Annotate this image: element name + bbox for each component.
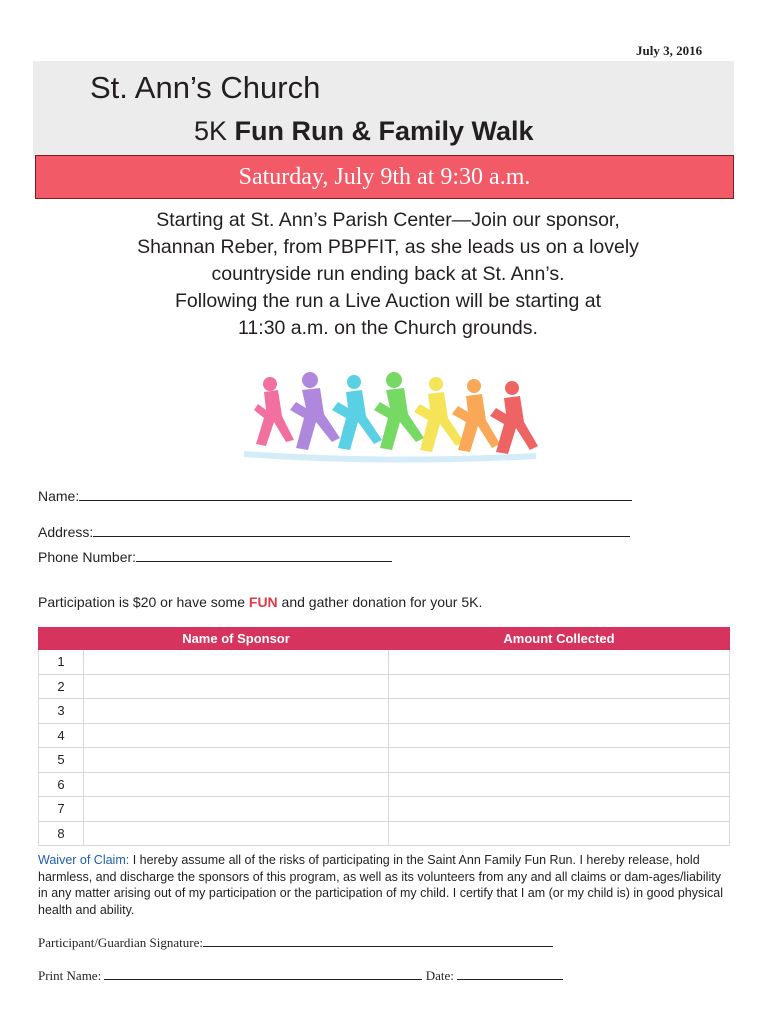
participation-text: [38, 594, 482, 610]
amount-cell[interactable]: [389, 650, 730, 675]
amount-cell[interactable]: [389, 699, 730, 724]
amount-cell[interactable]: [389, 748, 730, 773]
amount-cell[interactable]: [389, 821, 730, 846]
signature-label: Participant/Guardian Signature:: [38, 935, 203, 950]
date-line[interactable]: [457, 967, 563, 980]
row-number: 4: [39, 723, 84, 748]
sponsor-cell[interactable]: [84, 748, 389, 773]
address-label: Address:: [38, 524, 94, 540]
address-line[interactable]: [93, 522, 630, 537]
waiver-paragraph: [38, 852, 728, 918]
row-number: 7: [39, 797, 84, 822]
intro-line: Starting at St. Ann’s Parish Center—Join our sponsor,: [156, 209, 620, 231]
header-number: [39, 628, 84, 650]
row-number: 3: [39, 699, 84, 724]
date-banner: [35, 155, 734, 199]
name-label: Name:: [38, 488, 80, 504]
phone-line[interactable]: [136, 547, 392, 562]
subtitle-bold: Fun Run & Family Walk: [234, 116, 534, 146]
church-title: St. Ann’s Church: [90, 70, 321, 105]
print-name-line[interactable]: [104, 967, 422, 980]
address-field[interactable]: [38, 522, 630, 540]
intro-line: countryside run ending back at St. Ann’s.: [211, 263, 565, 285]
fun-highlight: FUN: [248, 594, 278, 610]
row-number: 2: [39, 674, 84, 699]
event-subtitle: [194, 116, 534, 147]
participation-after: and gather donation for your 5K.: [277, 594, 483, 610]
subtitle-prefix: 5K: [194, 116, 235, 146]
row-number: 1: [39, 650, 84, 675]
table-row: [39, 699, 730, 724]
row-number: 8: [39, 821, 84, 846]
intro-paragraph: [88, 207, 688, 342]
waiver-label: Waiver of Claim:: [38, 853, 130, 867]
sponsor-cell[interactable]: [84, 674, 389, 699]
sponsor-cell[interactable]: [84, 797, 389, 822]
date-label: Date:: [422, 968, 458, 983]
name-line[interactable]: [79, 486, 632, 501]
header-amount: Amount Collected: [389, 628, 730, 650]
table-row: [39, 674, 730, 699]
signature-field[interactable]: [38, 934, 553, 951]
amount-cell[interactable]: [389, 674, 730, 699]
participation-before: Participation is $20 or have some: [38, 594, 249, 610]
sponsor-cell[interactable]: [84, 699, 389, 724]
phone-field[interactable]: [38, 547, 392, 565]
amount-cell[interactable]: [389, 772, 730, 797]
row-number: 6: [39, 772, 84, 797]
sponsor-table: [38, 627, 730, 846]
banner-text: Saturday, July 9th at 9:30 a.m.: [238, 164, 531, 190]
table-row: [39, 723, 730, 748]
sponsor-cell[interactable]: [84, 821, 389, 846]
signature-line[interactable]: [203, 934, 553, 947]
header-sponsor: Name of Sponsor: [84, 628, 389, 650]
table-row: [39, 797, 730, 822]
print-name-label: Print Name:: [38, 968, 105, 983]
table-row: [39, 821, 730, 846]
runners-illustration: [236, 370, 546, 466]
name-field[interactable]: [38, 486, 632, 504]
table-header-row: [39, 628, 730, 650]
intro-line: Shannan Reber, from PBPFIT, as she leads us on a lovely: [137, 236, 639, 258]
sponsor-cell[interactable]: [84, 650, 389, 675]
row-number: 5: [39, 748, 84, 773]
intro-line: Following the run a Live Auction will be starting at: [175, 290, 601, 312]
amount-cell[interactable]: [389, 797, 730, 822]
sponsor-cell[interactable]: [84, 723, 389, 748]
intro-line: 11:30 a.m. on the Church grounds.: [238, 317, 538, 339]
table-row: [39, 748, 730, 773]
phone-label: Phone Number:: [38, 549, 137, 565]
print-name-field[interactable]: [38, 967, 563, 984]
waiver-text: I hereby assume all of the risks of participating in the Saint Ann Family Fun Run. I hereby release, hold harmless, and discharge the sponsors of this program, as well as its volunteers from any and all claims or dam-ages/liability in any matter arising out of my participation or the participation of my child. I certify that I am (or my child is) in good physical health and ability.: [38, 853, 724, 917]
sponsor-cell[interactable]: [84, 772, 389, 797]
amount-cell[interactable]: [389, 723, 730, 748]
table-row: [39, 772, 730, 797]
table-row: [39, 650, 730, 675]
document-date: July 3, 2016: [636, 43, 703, 58]
